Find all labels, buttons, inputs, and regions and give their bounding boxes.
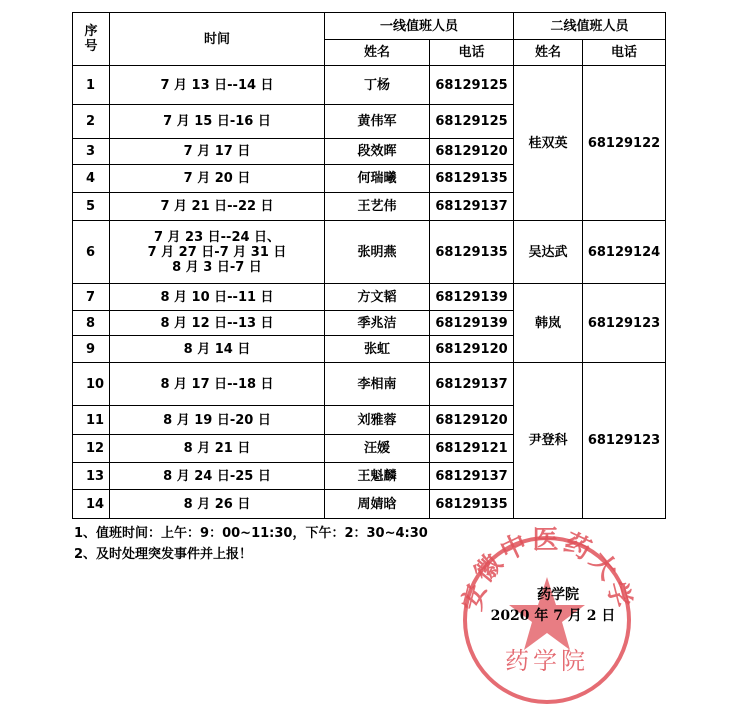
row-time: 8 月 14 日 xyxy=(110,336,325,363)
row-name: 何瑞曦 xyxy=(325,165,430,193)
row-time: 7 月 15 日-16 日 xyxy=(110,105,325,139)
row-name: 黄伟军 xyxy=(325,105,430,139)
table-row xyxy=(73,284,666,311)
row-seq: 9 xyxy=(73,336,110,363)
row-seq: 14 xyxy=(73,490,110,519)
row-name: 刘雅蓉 xyxy=(325,406,430,435)
second-line-phone: 68129124 xyxy=(583,221,666,284)
row-seq: 12 xyxy=(73,435,110,463)
row-seq: 1 xyxy=(73,66,110,105)
row-phone: 68129137 xyxy=(430,193,514,221)
signature-block xyxy=(478,585,628,626)
row-seq: 2 xyxy=(73,105,110,139)
note-emergency: 2、及时处理突发事件并上报！ xyxy=(74,547,253,562)
row-name: 汪媛 xyxy=(325,435,430,463)
row-phone: 68129139 xyxy=(430,284,514,311)
row-time: 8 月 26 日 xyxy=(110,490,325,519)
row-time-line: 7 月 23 日--24 日、 xyxy=(153,229,281,245)
row-time: 8 月 10 日--11 日 xyxy=(110,284,325,311)
row-name: 王艺伟 xyxy=(325,193,430,221)
row-seq: 11 xyxy=(73,406,110,435)
header-first-line-phone: 电话 xyxy=(430,40,514,66)
row-seq: 3 xyxy=(73,139,110,165)
row-phone: 68129137 xyxy=(430,363,514,406)
header-second-line-name: 姓名 xyxy=(514,40,583,66)
header-first-line: 一线值班人员 xyxy=(325,13,514,40)
row-time-line: 7 月 27 日-7 月 31 日 xyxy=(147,244,287,260)
row-time: 7 月 13 日--14 日 xyxy=(110,66,325,105)
row-phone: 68129135 xyxy=(430,221,514,284)
table-row xyxy=(73,221,666,284)
row-name: 李相南 xyxy=(325,363,430,406)
second-line-name: 吴达武 xyxy=(514,221,583,284)
row-name: 张明燕 xyxy=(325,221,430,284)
row-phone: 68129135 xyxy=(430,165,514,193)
row-seq: 8 xyxy=(73,311,110,336)
row-time-line: 8 月 3 日-7 日 xyxy=(172,259,262,275)
row-time: 7 月 21 日--22 日 xyxy=(110,193,325,221)
table-row xyxy=(73,363,666,406)
row-name: 段效晖 xyxy=(325,139,430,165)
second-line-phone: 68129123 xyxy=(583,284,666,363)
row-phone: 68129120 xyxy=(430,406,514,435)
row-seq: 10 xyxy=(73,363,110,406)
row-name: 王魁麟 xyxy=(325,463,430,490)
second-line-phone: 68129123 xyxy=(583,363,666,519)
second-line-name: 桂双英 xyxy=(514,66,583,221)
row-time xyxy=(110,221,325,284)
row-time: 8 月 12 日--13 日 xyxy=(110,311,325,336)
seal-outer-text: 安徽中医药大学 xyxy=(457,525,637,614)
row-time: 8 月 19 日-20 日 xyxy=(110,406,325,435)
row-name: 方文韬 xyxy=(325,284,430,311)
second-line-name: 韩岚 xyxy=(514,284,583,363)
row-name: 季兆洁 xyxy=(325,311,430,336)
row-phone: 68129120 xyxy=(430,336,514,363)
header-seq: 序号 xyxy=(73,13,110,66)
header-first-line-name: 姓名 xyxy=(325,40,430,66)
seal-inner-text: 药学院 xyxy=(505,647,589,675)
row-phone: 68129121 xyxy=(430,435,514,463)
row-phone: 68129125 xyxy=(430,105,514,139)
row-time: 7 月 17 日 xyxy=(110,139,325,165)
row-time: 7 月 20 日 xyxy=(110,165,325,193)
row-phone: 68129120 xyxy=(430,139,514,165)
row-phone: 68129137 xyxy=(430,463,514,490)
row-time: 8 月 24 日-25 日 xyxy=(110,463,325,490)
row-phone: 68129135 xyxy=(430,490,514,519)
note-duty-hours: 1、值班时间：上午：9：00~11:30，下午：2：30~4:30 xyxy=(74,526,428,541)
signature-org: 药学院 xyxy=(537,587,579,603)
row-time: 8 月 17 日--18 日 xyxy=(110,363,325,406)
row-seq: 13 xyxy=(73,463,110,490)
row-name: 丁杨 xyxy=(325,66,430,105)
second-line-name: 尹登科 xyxy=(514,363,583,519)
row-name: 周婧晗 xyxy=(325,490,430,519)
header-second-line: 二线值班人员 xyxy=(514,13,666,40)
row-phone: 68129139 xyxy=(430,311,514,336)
row-name: 张虹 xyxy=(325,336,430,363)
header-second-line-phone: 电话 xyxy=(583,40,666,66)
signature-date: 2020 年 7 月 2 日 xyxy=(490,608,616,624)
second-line-phone: 68129122 xyxy=(583,66,666,221)
row-time: 8 月 21 日 xyxy=(110,435,325,463)
row-phone: 68129125 xyxy=(430,66,514,105)
header-time: 时间 xyxy=(110,13,325,66)
row-seq: 4 xyxy=(73,165,110,193)
table-row xyxy=(73,66,666,105)
row-seq: 7 xyxy=(73,284,110,311)
row-seq: 6 xyxy=(73,221,110,284)
notes xyxy=(74,523,428,565)
row-seq: 5 xyxy=(73,193,110,221)
duty-roster-table xyxy=(72,12,666,519)
